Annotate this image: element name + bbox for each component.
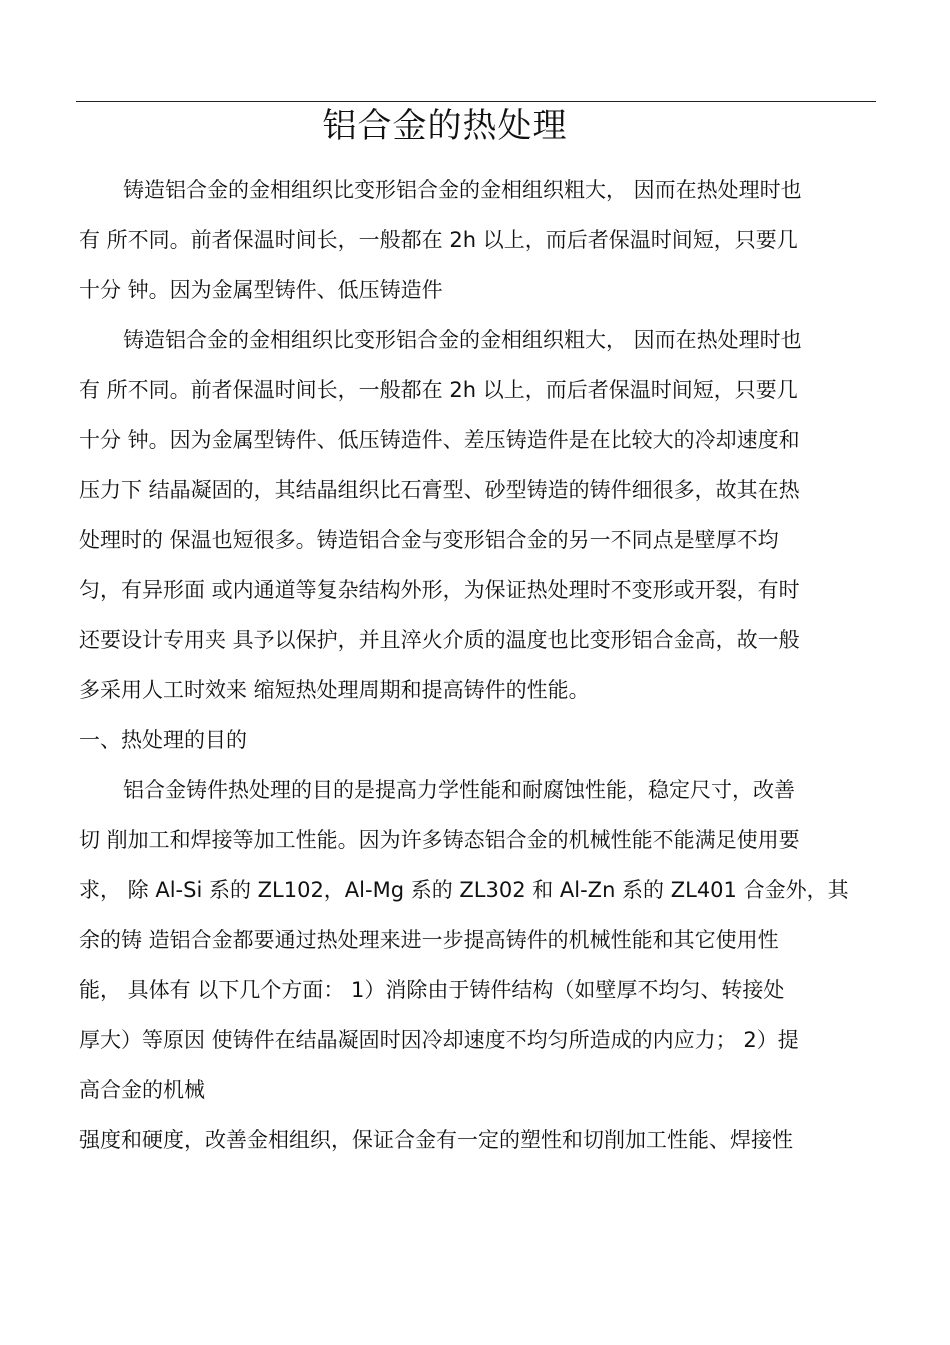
text-line: 求， 除 Al-Si 系的 ZL102，Al-Mg 系的 ZL302 和 Al-Zn 系的 ZL401 合金外，其	[79, 878, 849, 902]
header-rule	[76, 101, 876, 102]
text-line: 还要设计专用夹 具予以保护，并且淬火介质的温度也比变形铝合金高，故一般	[79, 628, 800, 652]
text-line: 一、热处理的目的	[79, 728, 247, 752]
text-line: 铸造铝合金的金相组织比变形铝合金的金相组织粗大， 因而在热处理时也	[123, 178, 802, 202]
text-line: 多采用人工时效来 缩短热处理周期和提高铸件的性能。	[79, 678, 590, 702]
text-line: 铝合金铸件热处理的目的是提高力学性能和耐腐蚀性能，稳定尺寸，改善	[123, 778, 795, 802]
text-line: 能， 具体有 以下几个方面： 1）消除由于铸件结构（如壁厚不均匀、转接处	[79, 978, 785, 1002]
text-line: 厚大）等原因 使铸件在结晶凝固时因冷却速度不均匀所造成的内应力； 2）提	[79, 1028, 799, 1052]
text-line: 有 所不同。前者保温时间长，一般都在 2h 以上，而后者保温时间短，只要几	[79, 228, 798, 252]
text-line: 匀，有异形面 或内通道等复杂结构外形，为保证热处理时不变形或开裂，有时	[79, 578, 800, 602]
text-line: 强度和硬度，改善金相组织，保证合金有一定的塑性和切削加工性能、焊接性	[79, 1128, 793, 1152]
text-line: 十分 钟。因为金属型铸件、低压铸造件、差压铸造件是在比较大的冷却速度和	[79, 428, 800, 452]
text-line: 高合金的机械	[79, 1078, 205, 1102]
text-line: 铸造铝合金的金相组织比变形铝合金的金相组织粗大， 因而在热处理时也	[123, 328, 802, 352]
text-line: 切 削加工和焊接等加工性能。因为许多铸态铝合金的机械性能不能满足使用要	[79, 828, 800, 852]
document-body	[79, 165, 879, 1165]
text-line: 有 所不同。前者保温时间长，一般都在 2h 以上，而后者保温时间短，只要几	[79, 378, 798, 402]
text-line: 十分 钟。因为金属型铸件、低压铸造件	[79, 278, 443, 302]
text-line: 余的铸 造铝合金都要通过热处理来进一步提高铸件的机械性能和其它使用性	[79, 928, 779, 952]
document-title: 铝合金的热处理	[322, 106, 568, 146]
text-line: 压力下 结晶凝固的，其结晶组织比石膏型、砂型铸造的铸件细很多，故其在热	[79, 478, 800, 502]
text-line: 处理时的 保温也短很多。铸造铝合金与变形铝合金的另一不同点是壁厚不均	[79, 528, 779, 552]
